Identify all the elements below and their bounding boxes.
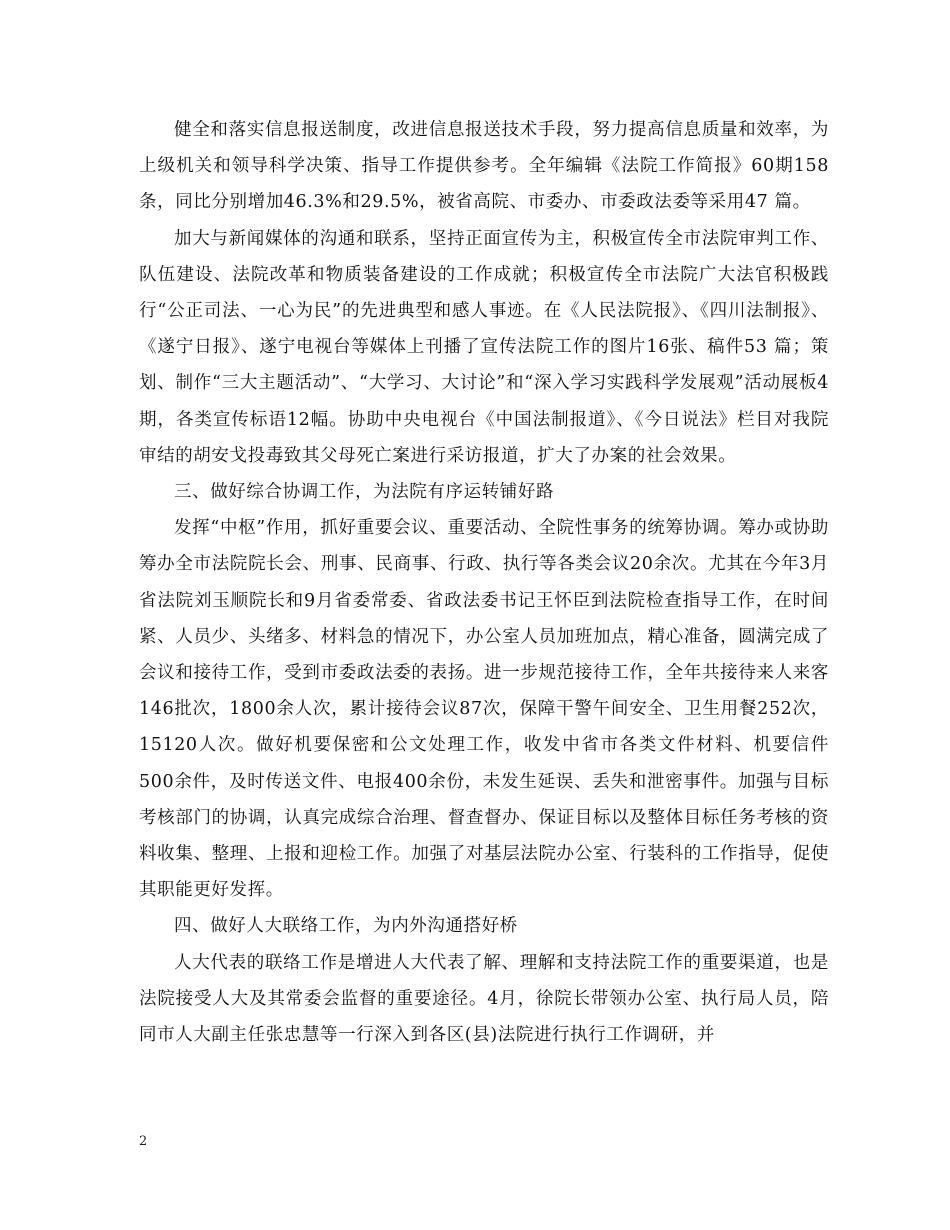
paragraph-information-reporting: 健全和落实信息报送制度，改进信息报送技术手段，努力提高信息质量和效率，为上级机关和领导科学决策、指导工作提供参考。全年编辑《法院工作简报》60期158条，同比分别增加46.3%和29.5%，被省高院、市委办、市委政法委等采用47 篇。 [139,120,829,213]
paragraph-npc-liaison: 人大代表的联络工作是增进人大代表了解、理解和支持法院工作的重要渠道，也是法院接受人大及其常委会监督的重要途径。4月，徐院长带领办公室、执行局人员，陪同市人大副主任张忠慧等一行深入到各区(县)法院进行执行工作调研，并 [139,952,829,1046]
document-body [139,112,829,1053]
section-heading-npc-liaison: 四、做好人大联络工作，为内外沟通搭好桥 [174,916,518,937]
page-number: 2 [139,1134,148,1149]
section-heading-coordination: 三、做好综合协调工作，为法院有序运转铺好路 [174,482,555,503]
paragraph-coordination-work: 发挥“中枢”作用，抓好重要会议、重要活动、全院性事务的统筹协调。筹办或协助筹办全市法院院长会、刑事、民商事、行政、执行等各类会议20余次。尤其在今年3月省法院刘玉顺院长和9月省委常委、省政法委书记王怀臣到法院检查指导工作，在时间紧、人员少、头绪多、材料急的情况下，办公室人员加班加点，精心准备，圆满完成了会议和接待工作，受到市委政法委的表扬。进一步规范接待工作，全年共接待来人来客146批次，1800余人次，累计接待会议87次，保障干警午间安全、卫生用餐252次，15120人次。做好机要保密和公文处理工作，收发中省市各类文件材料、机要信件500余件，及时传送文件、电报400余份，未发生延误、丢失和泄密事件。加强与目标考核部门的协调，认真完成综合治理、督查督办、保证目标以及整体目标任务考核的资料收集、整理、上报和迎检工作。加强了对基层法院办公室、行装科的工作指导，促使其职能更好发挥。 [139,518,829,901]
paragraph-media-publicity: 加大与新闻媒体的沟通和联系，坚持正面宣传为主，积极宣传全市法院审判工作、队伍建设、法院改革和物质装备建设的工作成就；积极宣传全市法院广大法官积极践行“公正司法、一心为民”的先进典型和感人事迹。在《人民法院报》、《四川法制报》、《遂宁日报》、遂宁电视台等媒体上刊播了宣传法院工作的图片16张、稿件53 篇；策划、制作“三大主题活动”、“大学习、大讨论”和“深入学习实践科学发展观”活动展板4期，各类宣传标语12幅。协助中央电视台《中国法制报道》、《今日说法》栏目对我院审结的胡安戈投毒致其父母死亡案进行采访报道，扩大了办案的社会效果。 [139,228,829,466]
